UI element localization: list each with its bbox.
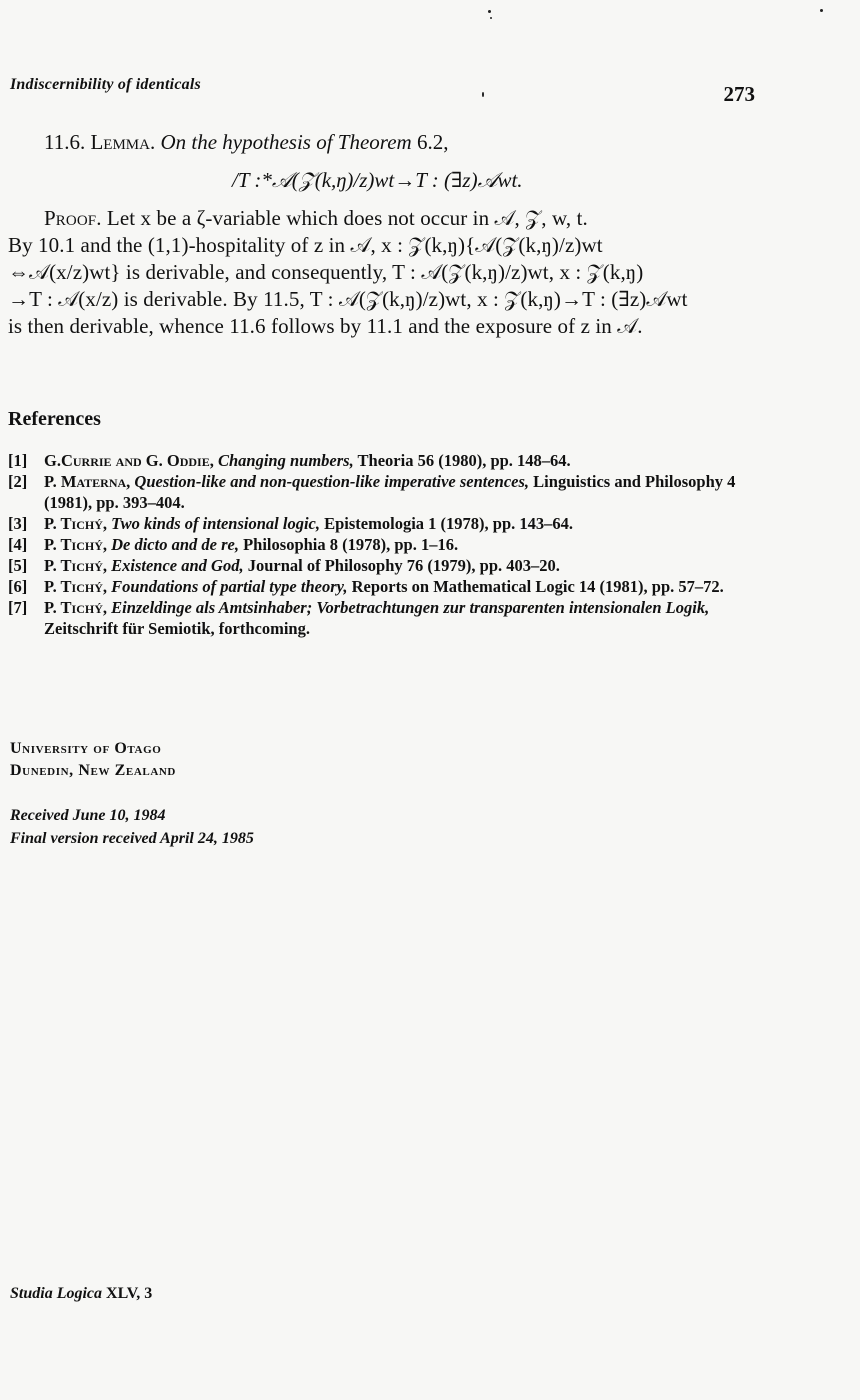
references-heading: References xyxy=(8,408,101,430)
proof-label: Proof. xyxy=(44,206,102,230)
reference-item xyxy=(8,555,754,576)
reference-author: P. Tichý, xyxy=(44,514,107,533)
scan-speck xyxy=(820,9,823,12)
reference-title: Existence and God, xyxy=(111,556,244,575)
reference-title: Question-like and non-question-like imperative sentences, xyxy=(134,472,530,491)
reference-item xyxy=(8,534,754,555)
reference-text xyxy=(44,576,754,597)
proof-line-5: is then derivable, whence 11.6 follows by 11.1 and the exposure of z in 𝒜. xyxy=(8,314,643,338)
proof-line-3: ⇔𝒜(x/z)wt} is derivable, and consequently, T : 𝒜(𝒵(k,ŋ)/z)wt, x : 𝒵(k,ŋ) xyxy=(8,260,644,284)
reference-source: Theoria 56 (1980), pp. 148–64. xyxy=(357,451,571,470)
references-list xyxy=(8,450,754,639)
reference-item xyxy=(8,576,754,597)
reference-author: P. Tichý, xyxy=(44,577,107,596)
reference-number: [3] xyxy=(8,514,28,533)
reference-source: Linguistics and Philosophy 4 (1981), pp. 393–404. xyxy=(44,472,736,512)
reference-number: [4] xyxy=(8,535,28,554)
lemma-theorem-ref: 6.2, xyxy=(416,130,449,154)
reference-item xyxy=(8,450,754,471)
reference-number: [7] xyxy=(8,598,28,617)
reference-text xyxy=(44,597,754,639)
proof-line-4: →T : 𝒜(x/z) is derivable. By 11.5, T : 𝒜(𝒵(k,ŋ)/z)wt, x : 𝒵(k,ŋ)→T : (∃z)𝒜wt xyxy=(8,287,688,311)
scan-speck xyxy=(482,92,484,97)
reference-author: G.Currie and G. Oddie, xyxy=(44,451,214,470)
reference-title: Two kinds of intensional logic, xyxy=(111,514,320,533)
reference-author: P. Tichý, xyxy=(44,598,107,617)
reference-author: P. Tichý, xyxy=(44,535,107,554)
scan-speck xyxy=(490,17,492,19)
running-head: Indiscernibility of identicals xyxy=(10,76,201,93)
received-line-1: Received June 10, 1984 xyxy=(10,807,166,824)
reference-source: Zeitschrift für Semiotik, forthcoming. xyxy=(44,619,310,638)
reference-source: Epistemologia 1 (1978), pp. 143–64. xyxy=(324,514,574,533)
lemma-label: Lemma. xyxy=(90,130,156,154)
reference-author: P. Materna, xyxy=(44,472,131,491)
affiliation-line-1: University of Otago xyxy=(10,740,162,757)
reference-number: [6] xyxy=(8,577,28,596)
reference-item xyxy=(8,597,754,639)
author-affiliation xyxy=(10,738,176,782)
reference-source: Reports on Mathematical Logic 14 (1981), pp. 57–72. xyxy=(351,577,724,596)
scan-speck xyxy=(488,10,491,13)
reference-author: P. Tichý, xyxy=(44,556,107,575)
affiliation-line-2: Dunedin, New Zealand xyxy=(10,762,176,779)
journal-volume: XLV, 3 xyxy=(106,1285,153,1302)
lemma-statement xyxy=(44,130,824,155)
lemma-text: On the hypothesis of Theorem xyxy=(160,130,412,154)
reference-number: [5] xyxy=(8,556,28,575)
reference-text xyxy=(44,450,754,471)
reference-title: Foundations of partial type theory, xyxy=(111,577,348,596)
reference-text xyxy=(44,471,754,513)
lemma-number: 11.6. xyxy=(44,130,86,154)
journal-name: Studia Logica xyxy=(10,1285,103,1302)
proof-line-1 xyxy=(8,205,754,232)
proof-line-2: By 10.1 and the (1,1)-hospitality of z in 𝒜, x : 𝒵(k,ŋ){𝒜(𝒵(k,ŋ)/z)wt xyxy=(8,233,603,257)
reference-number: [1] xyxy=(8,451,28,470)
reference-title: De dicto and de re, xyxy=(111,535,239,554)
reference-title: Changing numbers, xyxy=(217,451,354,470)
lemma-formula: /T :*𝒜(𝒵(k,ŋ)/z)wt→T : (∃z)𝒜wt. xyxy=(232,168,523,192)
received-dates xyxy=(10,804,254,850)
proof-block xyxy=(8,205,754,340)
journal-footer xyxy=(10,1285,152,1303)
reference-source: Journal of Philosophy 76 (1979), pp. 403–20. xyxy=(247,556,560,575)
reference-number: [2] xyxy=(8,472,28,491)
received-line-2: Final version received April 24, 1985 xyxy=(10,830,254,847)
proof-line-1-text: Let x be a ζ-variable which does not occur in 𝒜, 𝒵, w, t. xyxy=(106,206,588,230)
reference-item xyxy=(8,513,754,534)
reference-text xyxy=(44,555,754,576)
reference-source: Philosophia 8 (1978), pp. 1–16. xyxy=(243,535,459,554)
page-number: 273 xyxy=(723,82,755,106)
reference-item xyxy=(8,471,754,513)
reference-text xyxy=(44,534,754,555)
reference-text xyxy=(44,513,754,534)
reference-title: Einzeldinge als Amtsinhaber; Vorbetrachtungen zur transparenten intensionalen Logik, xyxy=(111,598,710,617)
